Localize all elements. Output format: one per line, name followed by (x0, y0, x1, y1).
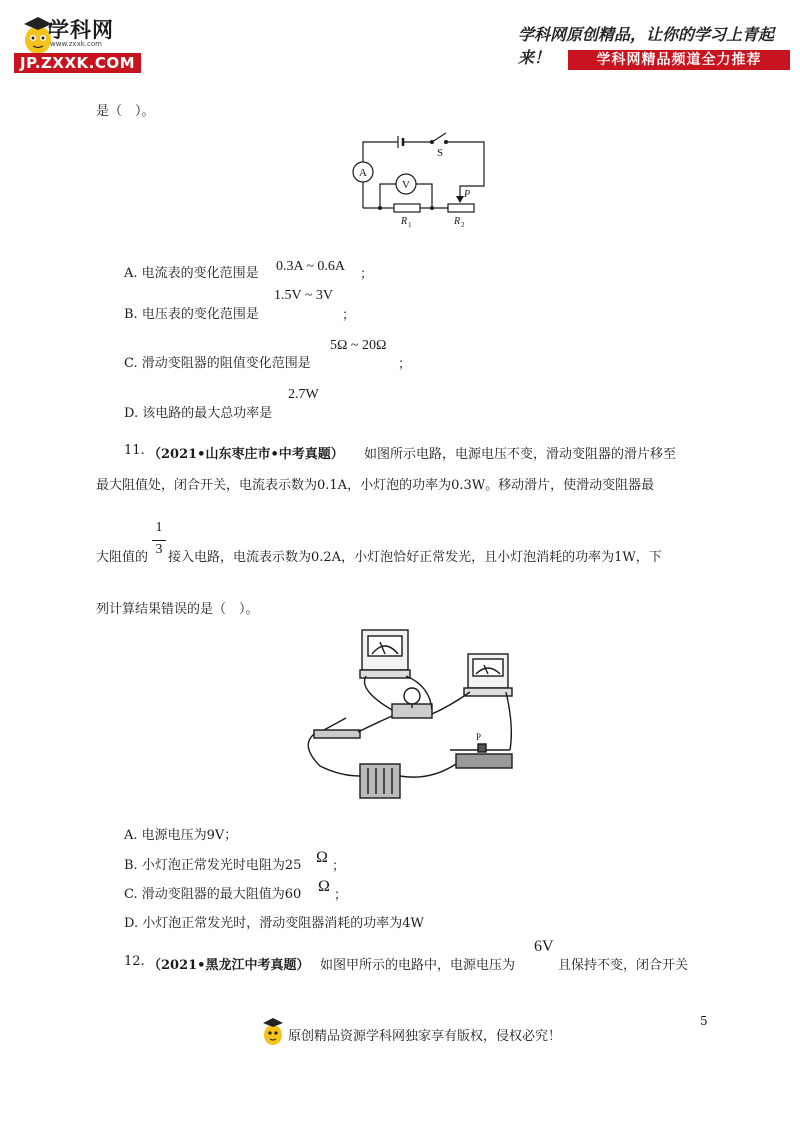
circuit-diagram-2 (300, 626, 530, 802)
logo-title: 学科网 (48, 18, 114, 42)
switch-label: S (437, 147, 444, 159)
circuit-diagram-1 (340, 128, 500, 232)
r2-label: R (454, 216, 461, 227)
header-banner: 学科网精品频道全力推荐 (568, 50, 790, 70)
q11-option-c-suffix: ； (334, 888, 348, 903)
voltmeter-label: V (402, 179, 410, 191)
q10-option-a-value: 0.3A ~ 0.6A (276, 259, 346, 274)
r2-sub: 2 (461, 221, 465, 229)
q10-option-b-value: 1.5V ~ 3V (274, 288, 334, 303)
q10-option-c-label: C. 滑动变阻器的阻值变化范围是 (124, 356, 311, 371)
q11-number: 11. (124, 443, 145, 458)
q10-option-b-suffix: ； (342, 308, 356, 323)
q10-option-a-label: A. 电流表的变化范围是 (124, 266, 259, 281)
q11-option-c-unit: Ω (318, 878, 330, 895)
q11-option-b-label: B. 小灯泡正常发光时电阻为25 (124, 858, 302, 873)
svg-text:P: P (476, 732, 482, 742)
header-slogan: 学科网原创精品，让你的学习上青起来！ (518, 25, 775, 67)
q10-tail: 是（ ）。 (96, 104, 155, 119)
q11-line2: 最大阻值处，闭合开关，电流表示数为0.1A，小灯泡的功率为0.3W。移动滑片，使滑动变阻器最 (96, 478, 655, 493)
q12-source: （2021•黑龙江中考真题） (148, 958, 310, 973)
q12-text-post: 且保持不变，闭合开关 (558, 958, 689, 973)
q10-option-c-suffix: ； (398, 357, 412, 372)
logo-subtitle: www.zxxk.com (50, 40, 102, 48)
q10-option-a-suffix: ； (360, 267, 374, 282)
logo-url[interactable]: JP.ZXXK.COM (14, 53, 141, 73)
fraction-bar (152, 540, 166, 541)
q12-number: 12. (124, 954, 145, 969)
r1-sub: 1 (408, 221, 412, 229)
q11-option-b-suffix: ； (332, 859, 346, 874)
slider-label: P (464, 189, 471, 200)
q11-line3-pre: 大阻值的 (96, 550, 149, 565)
q10-option-c-value: 5Ω ~ 20Ω (330, 338, 387, 353)
q11-line3-post: 接入电路，电流表示数为0.2A，小灯泡恰好正常发光，且小灯泡消耗的功率为1W，下 (168, 550, 662, 565)
q11-line4: 列计算结果错误的是（ ）。 (96, 602, 259, 617)
ammeter-label: A (359, 167, 367, 179)
q12-voltage: 6V (534, 938, 554, 955)
q11-fraction-numerator: 1 (155, 520, 163, 535)
q12-text-pre: 如图甲所示的电路中，电源电压为 (320, 958, 516, 973)
q10-option-b-label: B. 电压表的变化范围是 (124, 307, 259, 322)
q11-option-c-label: C. 滑动变阻器的最大阻值为60 (124, 887, 302, 902)
q11-source: （2021•山东枣庄市•中考真题） (148, 447, 344, 462)
footer-mascot-icon (260, 1016, 286, 1046)
q11-fraction-denominator: 3 (155, 542, 163, 557)
footer-notice: 原创精品资源学科网独家享有版权，侵权必究！ (288, 1029, 562, 1044)
q10-option-d-label: D. 该电路的最大总功率是 (124, 406, 273, 421)
q11-option-a: A. 电源电压为9V； (124, 828, 238, 843)
page-number: 5 (700, 1014, 708, 1028)
q10-option-d-value: 2.7W (288, 387, 319, 402)
q11-option-b-unit: Ω (316, 849, 328, 866)
r1-label: R (401, 216, 408, 227)
q11-option-d: D. 小灯泡正常发光时，滑动变阻器消耗的功率为4W (124, 916, 424, 931)
q11-line1: 如图所示电路，电源电压不变，滑动变阻器的滑片移至 (364, 447, 677, 462)
